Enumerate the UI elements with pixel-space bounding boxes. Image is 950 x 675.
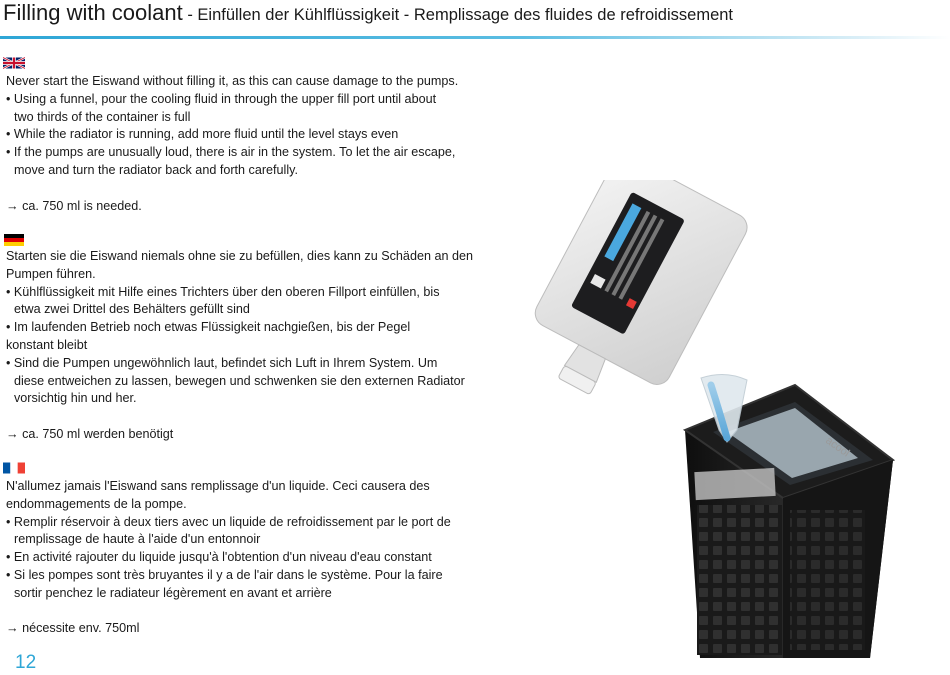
- coolant-fill-illustration: [515, 180, 895, 660]
- german-line: konstant bleibt: [6, 337, 88, 352]
- french-line: • En activité rajouter du liquide jusqu'à l'obtention d'un niveau d'eau constant: [6, 550, 432, 565]
- german-note: → ca. 750 ml werden benötigt: [6, 426, 174, 441]
- brand-logo: acool: [823, 434, 852, 460]
- french-line: • Si les pompes sont très bruyantes il y a de l'air dans le système. Pour la faire: [6, 567, 443, 582]
- german-line: etwa zwei Drittel des Behälters gefüllt sind: [14, 302, 250, 317]
- page-number: 12: [15, 652, 37, 673]
- english-line: • While the radiator is running, add more fluid until the level stays even: [6, 127, 399, 142]
- page-title-sub: - Einfüllen der Kühlflüssigkeit - Remplissage des fluides de refroidissement: [182, 6, 734, 24]
- page-title: [3, 0, 733, 26]
- english-note: → ca. 750 ml is needed.: [6, 198, 142, 213]
- french-line: N'allumez jamais l'Eiswand sans remplissage d'un liquide. Ceci causera des: [6, 479, 430, 493]
- german-line: • Im laufenden Betrieb noch etwas Flüssigkeit nachgießen, bis der Pegel: [6, 320, 411, 335]
- radiator-tank: [685, 385, 893, 658]
- english-line: • If the pumps are unusually loud, there is air in the system. To let the air escape,: [6, 145, 456, 160]
- english-line: • Using a funnel, pour the cooling fluid in through the upper fill port until about: [6, 91, 437, 106]
- german-section: [6, 248, 506, 444]
- de-flag-icon: [3, 234, 25, 246]
- english-line: move and turn the radiator back and forth carefully.: [14, 162, 298, 177]
- english-line: Never start the Eiswand without filling it, as this can cause damage to the pumps.: [6, 74, 459, 88]
- german-line: diese entweichen zu lassen, bewegen und schwenken sie den externen Radiator: [14, 373, 465, 388]
- german-line: vorsichtig hin und her.: [14, 391, 137, 406]
- uk-flag-icon: [3, 57, 25, 69]
- fr-flag-icon: [3, 462, 25, 474]
- english-line: two thirds of the container is full: [14, 109, 191, 124]
- german-line: Pumpen führen.: [6, 266, 96, 281]
- french-note: → nécessite env. 750ml: [6, 621, 140, 636]
- french-section: [6, 478, 506, 638]
- german-line: • Sind die Pumpen ungewöhnlich laut, befindet sich Luft in Ihrem System. Um: [6, 355, 438, 370]
- german-line: • Kühlflüssigkeit mit Hilfe eines Trichters über den oberen Fillport einfüllen, bis: [6, 284, 440, 299]
- french-line: endommagements de la pompe.: [6, 496, 187, 511]
- header-rule: [0, 36, 950, 39]
- page-title-main: Filling with coolant: [3, 0, 183, 25]
- french-line: sortir penchez le radiateur légèrement en avant et arrière: [14, 585, 332, 600]
- german-line: Starten sie die Eiswand niemals ohne sie zu befüllen, dies kann zu Schäden an den: [6, 249, 473, 263]
- french-line: • Remplir réservoir à deux tiers avec un liquide de refroidissement par le port de: [6, 514, 451, 529]
- french-line: remplissage de haute à l'aide d'un entonnoir: [14, 532, 261, 547]
- english-section: [6, 73, 506, 215]
